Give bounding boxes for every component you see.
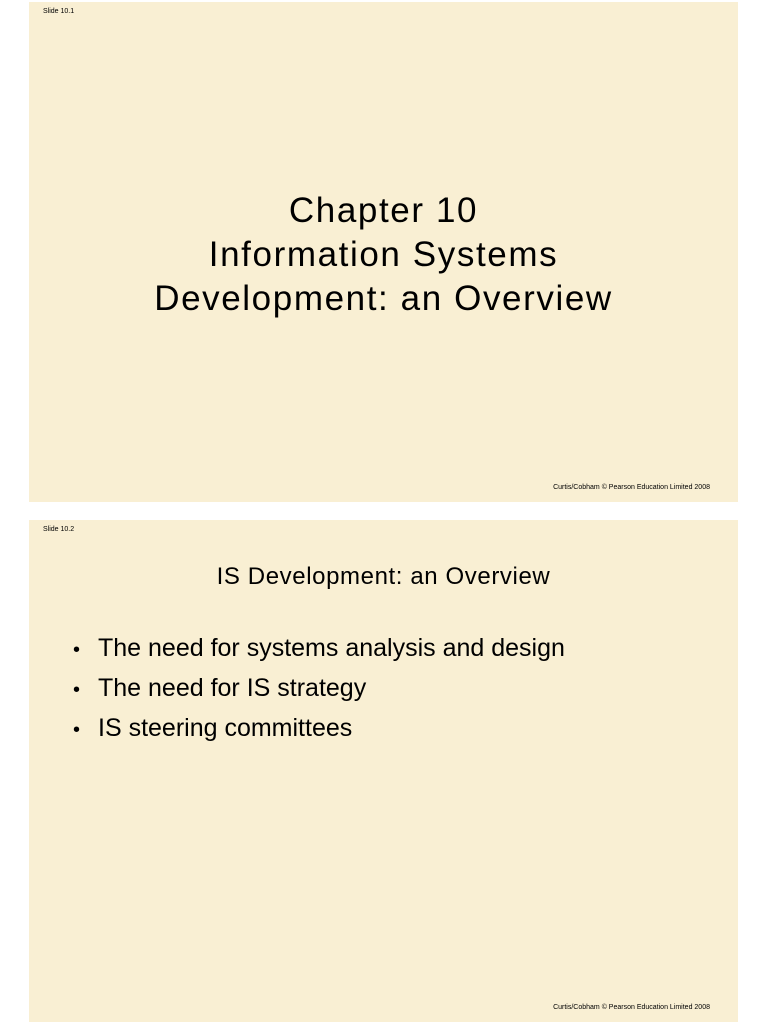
bullet-text: The need for systems analysis and design <box>98 634 565 662</box>
bullet-text: IS steering committees <box>98 714 353 742</box>
slide-number: Slide 10.2 <box>43 526 75 533</box>
title-line-topic: Development: an Overview <box>154 279 613 318</box>
bullet-list <box>73 629 565 749</box>
list-item <box>73 709 565 749</box>
bullet-icon: • <box>73 679 81 701</box>
copyright-footer: Curtis/Cobham © Pearson Education Limited 2008 <box>553 1004 710 1011</box>
chapter-title <box>29 189 738 321</box>
copyright-footer: Curtis/Cobham © Pearson Education Limited 2008 <box>553 484 710 491</box>
title-line-chapter: Chapter 10 <box>288 191 479 230</box>
bullet-icon: • <box>73 639 81 661</box>
slide-number: Slide 10.1 <box>43 8 75 15</box>
bullet-text: The need for IS strategy <box>98 674 367 702</box>
list-item <box>73 629 565 669</box>
list-item <box>73 669 565 709</box>
slide-heading: IS Development: an Overview <box>216 563 551 590</box>
title-line-subject: Information Systems <box>208 235 559 274</box>
bullet-icon: • <box>73 719 81 741</box>
slide-1 <box>29 2 738 502</box>
slide-2 <box>29 520 738 1022</box>
